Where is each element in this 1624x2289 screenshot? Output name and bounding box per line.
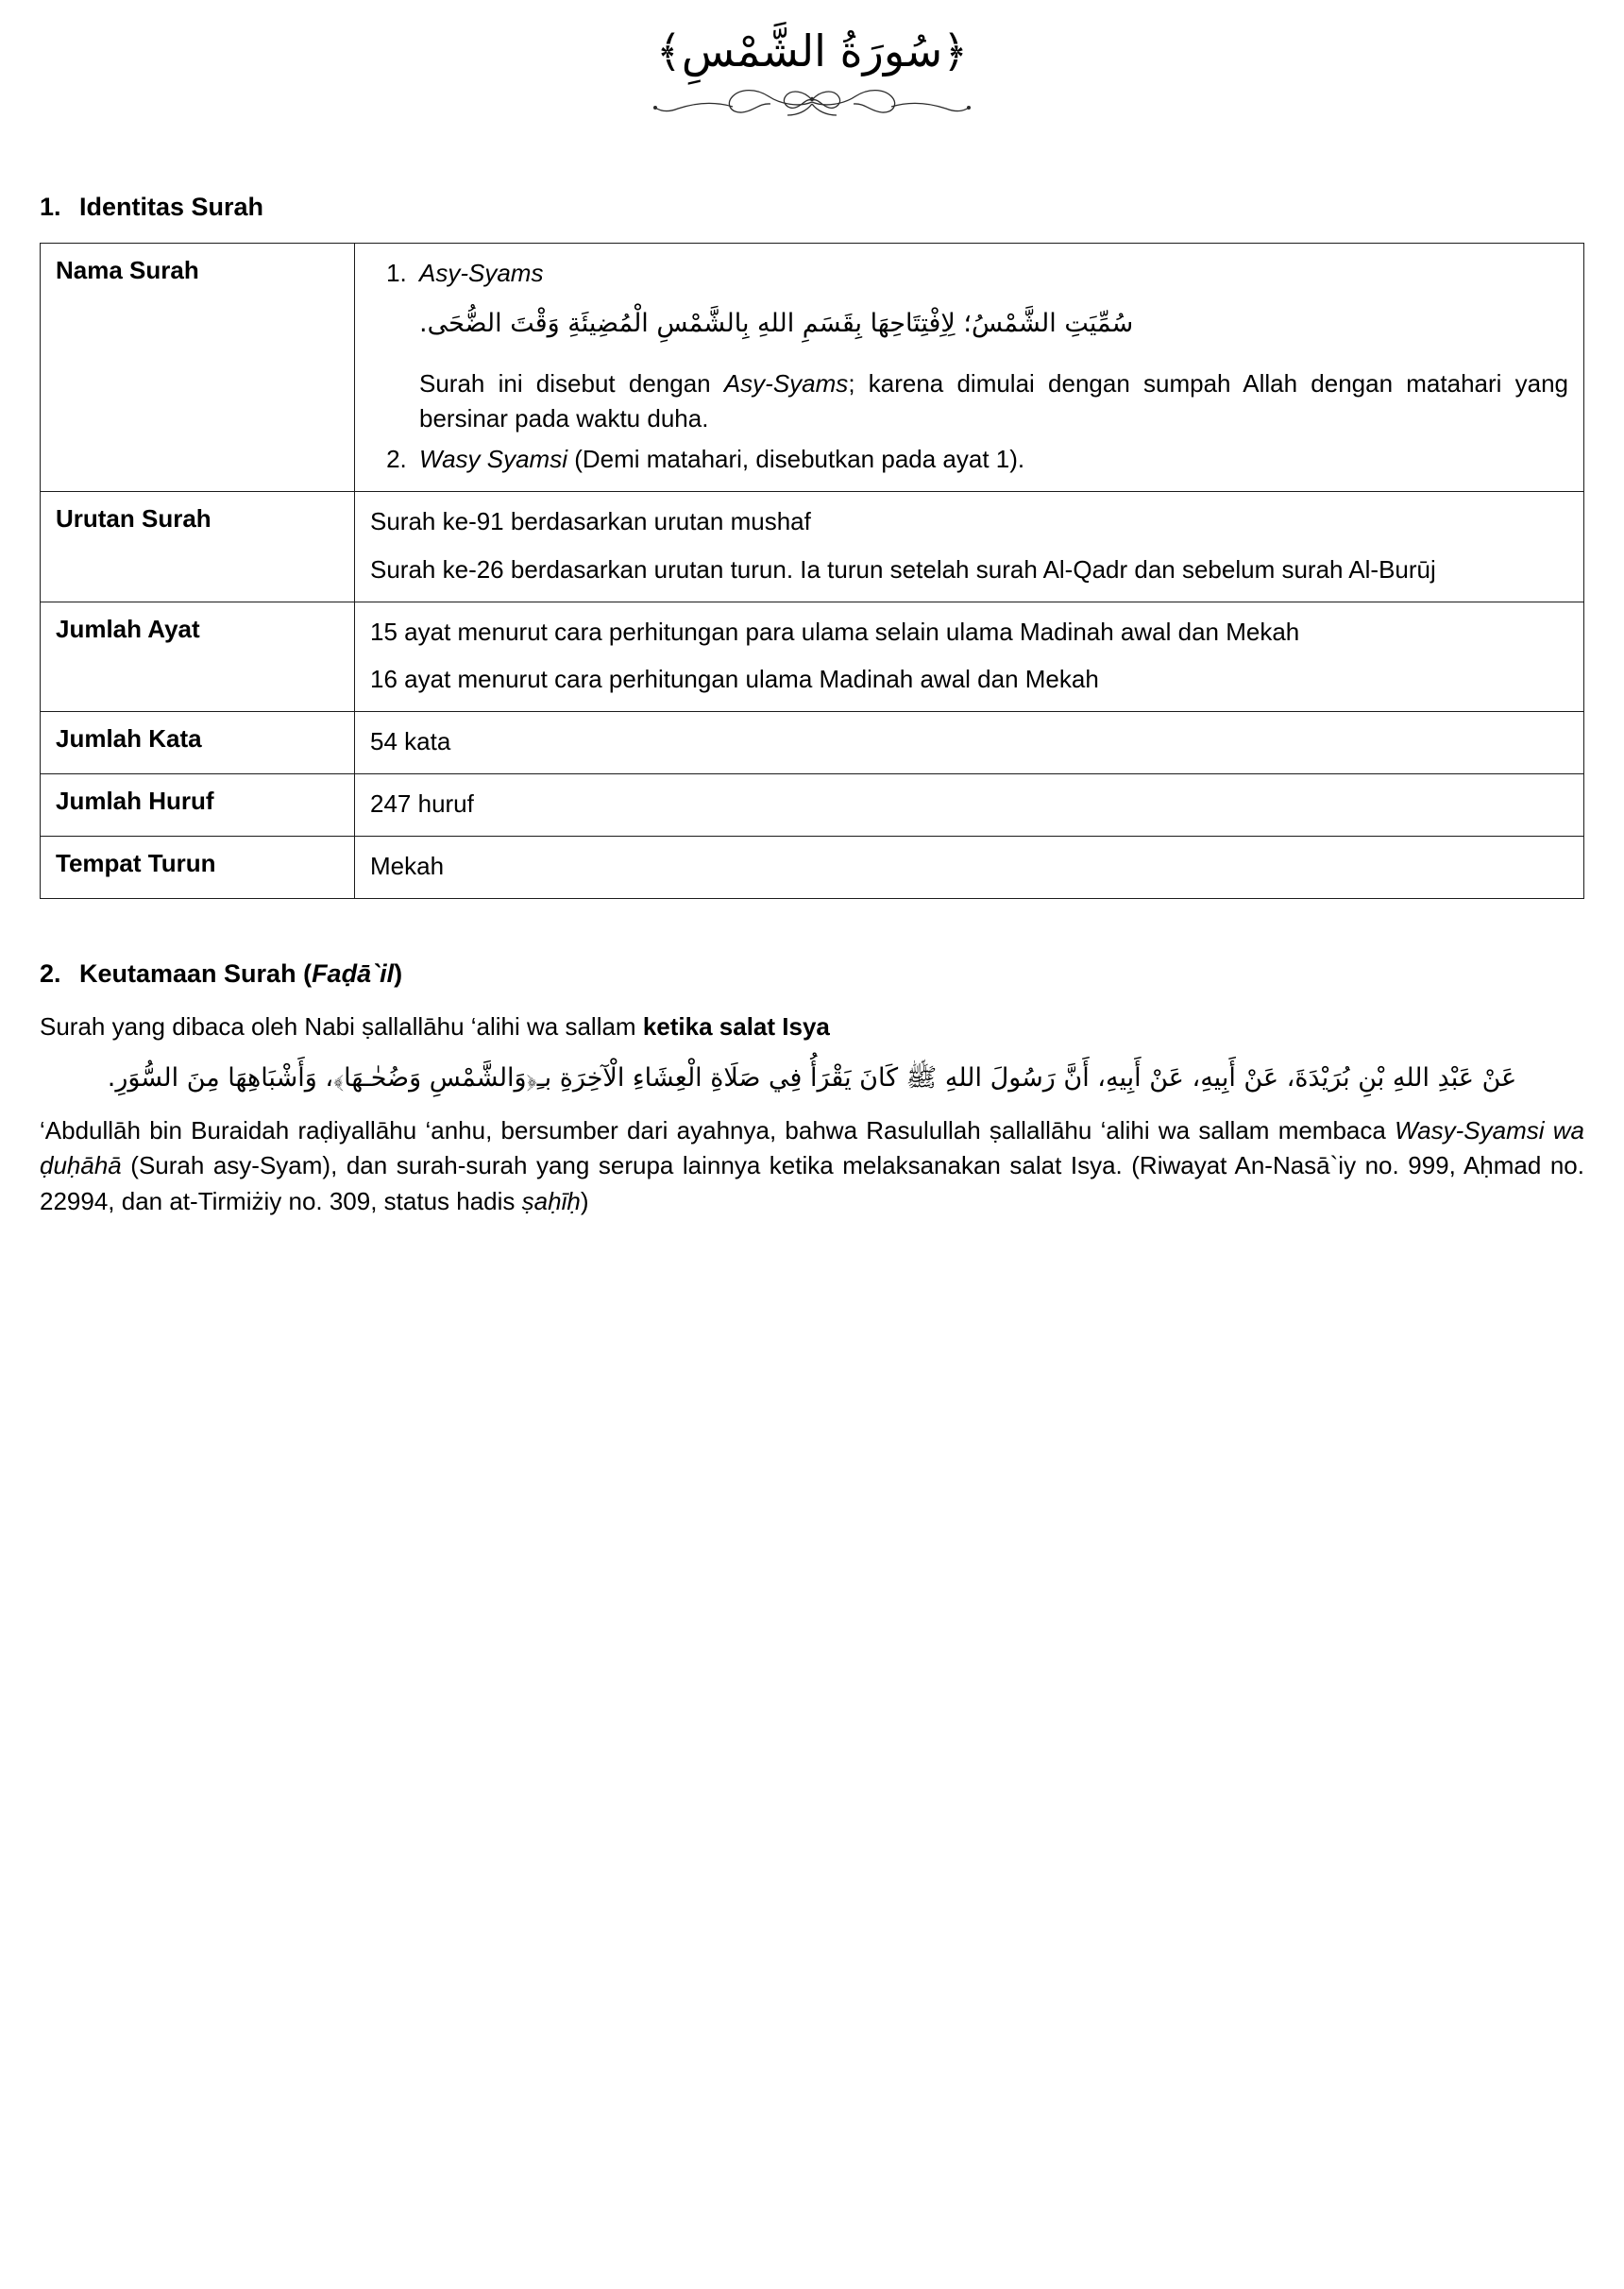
decorative-divider-icon xyxy=(651,81,973,132)
row-label-nama-surah: Nama Surah xyxy=(41,243,355,491)
surah-name-1: Asy-Syams xyxy=(419,258,544,287)
hadith-arabic-text: عَنْ عَبْدِ اللهِ بْنِ بُرَيْدَةَ، عَنْ أَبِيهِ، عَنْ أَبِيهِ، أَنَّ رَسُولَ اللهِ ﷺ كَانَ يَقْرَأُ فِي صَلَاةِ الْعِشَاءِ الْآخِرَةِ بـِ﴿وَالشَّمْسِ وَضُحٰـهَا﴾، وَأَشْبَاهِهَا مِنَ السُّوَرِ. xyxy=(107,1062,1517,1093)
row-value-jumlah-kata xyxy=(355,712,1584,774)
fadail-intro-pre: Surah yang dibaca oleh Nabi ṣallallāhu ‘alihi wa sallam xyxy=(40,1012,643,1042)
translation-italic-1: Wasy-Syamsi wa ḍuḥāhā xyxy=(40,1115,1584,1180)
section-title-italic: Faḍā`il xyxy=(312,959,395,989)
table-row xyxy=(41,243,1584,491)
row-label-jumlah-kata: Jumlah Kata xyxy=(41,712,355,774)
translation-italic-2: ṣaḥīḥ xyxy=(521,1187,581,1216)
fadail-intro-bold: ketika salat Isya xyxy=(642,1012,830,1042)
section-title: Identitas Surah xyxy=(79,192,264,221)
table-row xyxy=(41,774,1584,837)
row-value-urutan-surah xyxy=(355,491,1584,602)
tempat-turun-value: Mekah xyxy=(370,852,445,881)
translation-part-3: ) xyxy=(580,1187,589,1216)
identity-table xyxy=(40,243,1584,900)
surah-name-2-explanation: (Demi matahari, disebutkan pada ayat 1). xyxy=(567,444,1025,473)
row-label-jumlah-huruf: Jumlah Huruf xyxy=(41,774,355,837)
table-row xyxy=(41,712,1584,774)
list-item xyxy=(414,442,1568,477)
row-label-urutan-surah: Urutan Surah xyxy=(41,491,355,602)
surah-name-1-explanation xyxy=(419,366,1568,436)
row-label-jumlah-ayat: Jumlah Ayat xyxy=(41,602,355,712)
section-number: 2. xyxy=(40,959,61,989)
row-value-tempat-turun xyxy=(355,837,1584,899)
jumlah-ayat-15: 15 ayat menurut cara perhitungan para ulama selain ulama Madinah awal dan Mekah xyxy=(370,617,1300,646)
surah-title-block xyxy=(40,25,1584,132)
section-title-prefix: Keutamaan Surah ( xyxy=(79,959,313,989)
table-row xyxy=(41,491,1584,602)
row-label-tempat-turun: Tempat Turun xyxy=(41,837,355,899)
explanation-pre: Surah ini disebut dengan xyxy=(419,369,724,398)
section-heading-identitas xyxy=(40,193,1584,222)
surah-name-2: Wasy Syamsi xyxy=(419,444,567,473)
surah-title-arabic: ﴿سُورَةُ الشَّمْسِ﴾ xyxy=(655,25,969,76)
translation-part-1: ‘Abdullāh bin Buraidah raḍiyallāhu ‘anhu, bersumber dari ayahnya, bahwa Rasulullah ṣallallāhu ‘alihi wa sallam membaca xyxy=(40,1115,1396,1144)
urutan-mushaf: Surah ke-91 berdasarkan urutan mushaf xyxy=(370,506,811,535)
jumlah-kata-value: 54 kata xyxy=(370,727,451,756)
section-title xyxy=(79,959,1584,989)
urutan-turun: Surah ke-26 berdasarkan urutan turun. Ia turun setelah surah Al-Qadr dan sebelum surah Al-Burūj xyxy=(370,554,1436,584)
row-value-jumlah-ayat xyxy=(355,602,1584,712)
section-number: 1. xyxy=(40,192,61,221)
nama-surah-list xyxy=(370,256,1568,477)
table-row xyxy=(41,837,1584,899)
explanation-italic: Asy-Syams xyxy=(723,369,849,398)
translation-part-2: (Surah asy-Syam), dan surah-surah yang serupa lainnya ketika melaksanakan salat Isya. (Riwayat An-Nasā`iy no. 999, Aḥmad no. 22994, dan at-Tirmiżiy no. 309, status hadis xyxy=(40,1151,1584,1216)
table-row xyxy=(41,602,1584,712)
fadail-intro xyxy=(40,1009,1584,1045)
section-heading-keutamaan xyxy=(40,959,1584,989)
jumlah-ayat-16: 16 ayat menurut cara perhitungan ulama Madinah awal dan Mekah xyxy=(370,665,1099,694)
row-value-nama-surah xyxy=(355,243,1584,491)
list-item xyxy=(414,256,1568,436)
explanation-post: ; karena dimulai dengan sumpah Allah dengan matahari yang bersinar pada waktu duha. xyxy=(419,369,1569,432)
section-title-suffix: ) xyxy=(394,959,403,989)
hadith-translation xyxy=(40,1113,1584,1220)
surah-name-arabic-explanation: سُمِّيَتِ الشَّمْسُ؛ لِاِفْتِتَاحِهَا بِقَسَمِ اللهِ بِالشَّمْسِ الْمُضِيئَةِ وَقْتَ الضُّحَى. xyxy=(419,309,1134,339)
row-value-jumlah-huruf xyxy=(355,774,1584,837)
jumlah-huruf-value: 247 huruf xyxy=(370,789,474,819)
